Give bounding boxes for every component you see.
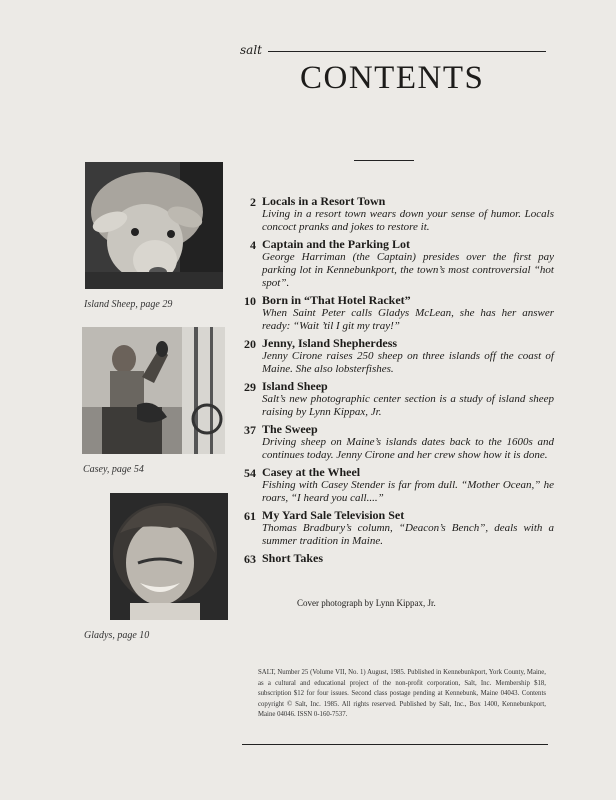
toc-description: Jenny Cirone raises 250 sheep on three islands off the coast of Maine. She also lobsterfishes. <box>262 350 554 375</box>
photo-casey <box>82 327 225 454</box>
title-divider <box>354 160 414 161</box>
toc-title: Locals in a Resort Town <box>262 194 386 208</box>
toc-page-number: 20 <box>244 337 256 351</box>
toc-page-number: 29 <box>244 380 256 394</box>
toc-entry[interactable] <box>242 380 554 419</box>
toc-title: The Sweep <box>262 422 318 436</box>
photo-gladys <box>110 493 228 620</box>
toc-page-number: 54 <box>244 466 256 480</box>
salt-logo: salt <box>240 43 265 57</box>
caption-casey: Casey, page 54 <box>83 464 144 475</box>
toc-description: Driving sheep on Maine’s islands dates back to the 1600s and continues today. Jenny Cirone and her crew show how it is done. <box>262 436 554 461</box>
toc-title: Born in “That Hotel Racket” <box>262 293 411 307</box>
toc-entry[interactable] <box>242 238 554 290</box>
toc-description: Living in a resort town wears down your sense of humor. Locals concoct pranks and jokes to restore it. <box>262 208 554 233</box>
toc-title: Captain and the Parking Lot <box>262 237 411 251</box>
cover-credit: Cover photograph by Lynn Kippax, Jr. <box>297 598 436 608</box>
toc-entry[interactable] <box>242 195 554 234</box>
page-title: CONTENTS <box>300 60 485 96</box>
toc-entry[interactable] <box>242 466 554 505</box>
toc-title: Island Sheep <box>262 379 328 393</box>
toc-description: Fishing with Casey Stender is far from dull. “Mother Ocean,” he roars, “I heard you call....” <box>262 479 554 504</box>
toc-description: When Saint Peter calls Gladys McLean, she has her answer ready: “Wait ’til I git my tray!” <box>262 307 554 332</box>
toc-page-number: 10 <box>244 294 256 308</box>
toc-entry[interactable] <box>242 552 554 565</box>
toc-description: Thomas Bradbury’s column, “Deacon’s Bench”, deals with a summer tradition in Maine. <box>262 522 554 547</box>
masthead-rule <box>268 51 546 52</box>
table-of-contents <box>242 195 554 569</box>
caption-gladys: Gladys, page 10 <box>84 630 150 641</box>
photo-island-sheep <box>85 162 223 289</box>
toc-page-number: 61 <box>244 509 256 523</box>
toc-title: My Yard Sale Television Set <box>262 508 405 522</box>
toc-title: Casey at the Wheel <box>262 465 361 479</box>
toc-entry[interactable] <box>242 423 554 462</box>
toc-title: Short Takes <box>262 551 324 565</box>
toc-entry[interactable] <box>242 294 554 333</box>
toc-page-number: 4 <box>250 238 256 252</box>
toc-description: Salt’s new photographic center section is a study of island sheep raising by Lynn Kippax, Jr. <box>262 393 554 418</box>
toc-entry[interactable] <box>242 337 554 376</box>
caption-island-sheep: Island Sheep, page 29 <box>84 299 173 310</box>
toc-page-number: 37 <box>244 423 256 437</box>
toc-entry[interactable] <box>242 509 554 548</box>
bottom-rule <box>242 744 548 745</box>
toc-page-number: 63 <box>244 552 256 566</box>
toc-page-number: 2 <box>250 195 256 209</box>
toc-description: George Harriman (the Captain) presides over the first pay parking lot in Kennebunkport, the town’s most controversial “hot spot”. <box>262 251 554 289</box>
publication-info: SALT, Number 25 (Volume VII, No. 1) August, 1985. Published in Kennebunkport, York County, Maine, as a cultural and educational project of the non-profit corporation, Salt, Inc. Membership $18, subscription $12 for four issues. Second class postage pending at Kennebunk, Maine 04043. Contents copyright © Salt, Inc. 1985. All rights reserved. Published by Salt, Inc., Box 1400, Kennebunkport, Maine 04046. ISSN 0-160-7537. <box>258 669 546 718</box>
toc-title: Jenny, Island Shepherdess <box>262 336 398 350</box>
